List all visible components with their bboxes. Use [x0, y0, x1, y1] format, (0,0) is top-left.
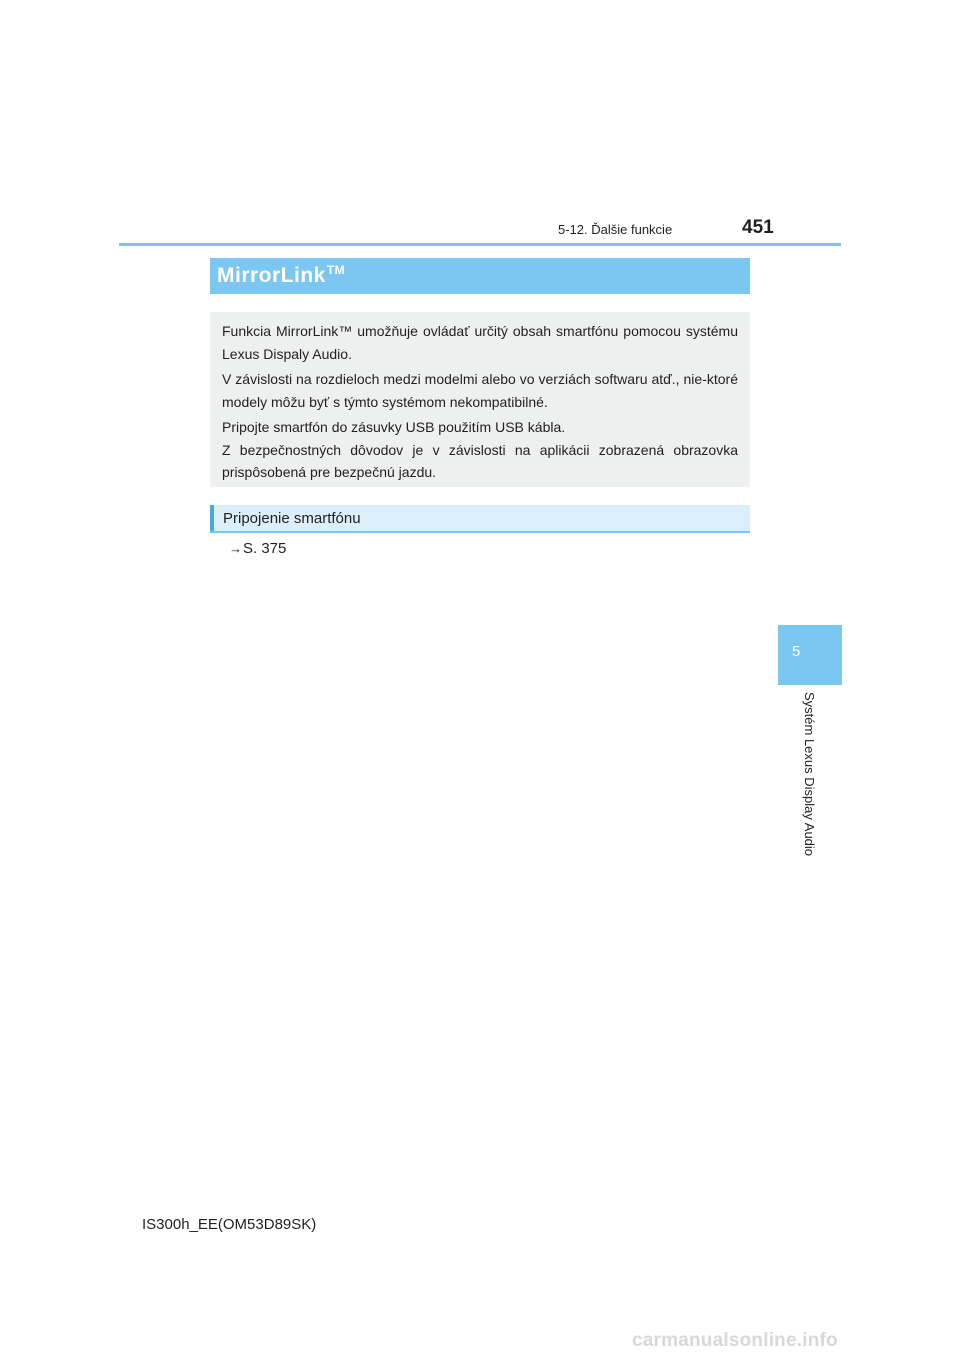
- intro-box: [210, 312, 750, 487]
- subsection-bar: [210, 505, 750, 533]
- intro-paragraph-4: Z bezpečnostných dôvodov je v závislosti na aplikácii zobrazená obrazovka prispôsobená pre bezpečnú jazdu.: [222, 441, 738, 480]
- trademark-symbol: TM: [326, 263, 346, 277]
- page-number: 451: [742, 217, 774, 238]
- intro-paragraph-3: Pripojte smartfón do zásuvky USB použitím USB kábla.: [222, 419, 566, 435]
- section-title-text: MirrorLink: [217, 264, 326, 287]
- page-reference-text: S. 375: [243, 540, 287, 557]
- chapter-tab: [778, 625, 842, 685]
- arrow-right-icon: →: [229, 541, 242, 556]
- chapter-number: 5: [792, 643, 801, 660]
- header-section-title: 5-12. Ďalšie funkcie: [558, 222, 673, 237]
- page-reference[interactable]: [229, 540, 286, 557]
- section-title: [217, 263, 345, 288]
- section-title-bar: [210, 258, 750, 294]
- watermark: carmanualsonline.info: [632, 1330, 838, 1351]
- header-rule: [119, 243, 841, 246]
- intro-paragraph-2: V závislosti na rozdieloch medzi modelmi alebo vo verziách softwaru atď., nie-ktoré modely môžu byť s týmto systémom nekompatibilné.: [222, 371, 738, 410]
- intro-paragraph-1: Funkcia MirrorLink™ umožňuje ovládať určitý obsah smartfónu pomocou systému Lexus Dispaly Audio.: [222, 323, 738, 362]
- footer-code: IS300h_EE(OM53D89SK): [142, 1216, 317, 1233]
- subsection-accent: [210, 505, 214, 531]
- chapter-label: Systém Lexus Display Audio: [802, 692, 817, 857]
- subsection-title: Pripojenie smartfónu: [223, 510, 361, 527]
